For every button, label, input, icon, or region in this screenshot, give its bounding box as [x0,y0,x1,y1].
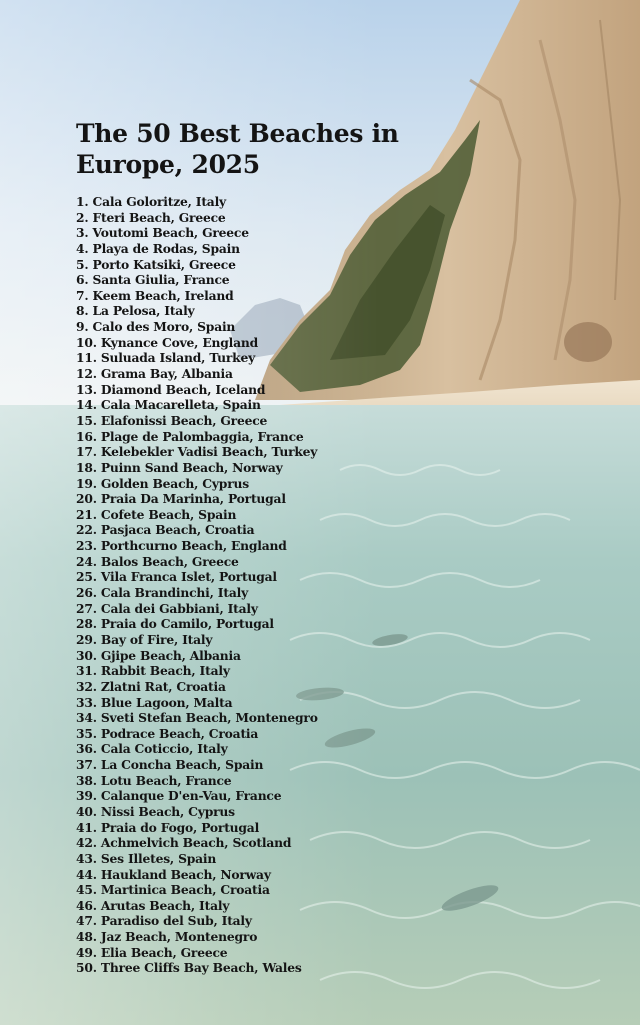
list-item: 42. Achmelvich Beach, Scotland [76,835,292,851]
list-item: 14. Cala Macarelleta, Spain [76,397,261,413]
list-item: 45. Martinica Beach, Croatia [76,882,270,898]
list-item: 8. La Pelosa, Italy [76,303,195,319]
list-item: 43. Ses Illetes, Spain [76,850,217,866]
list-item: 46. Arutas Beach, Italy [76,897,230,913]
list-item: 37. La Concha Beach, Spain [76,757,264,773]
list-item: 29. Bay of Fire, Italy [76,631,213,647]
beach-ranking-list [76,194,376,976]
list-item: 17. Kelebekler Vadisi Beach, Turkey [76,444,318,460]
list-item: 21. Cofete Beach, Spain [76,506,237,522]
list-item: 11. Suluada Island, Turkey [76,350,256,366]
list-item: 25. Vila Franca Islet, Portugal [76,569,277,585]
list-item: 4. Playa de Rodas, Spain [76,240,240,256]
list-item: 20. Praia Da Marinha, Portugal [76,491,286,507]
list-item: 6. Santa Giulia, France [76,272,230,288]
list-item: 39. Calanque D'en-Vau, France [76,788,282,804]
list-item: 12. Grama Bay, Albania [76,366,233,382]
list-item: 3. Voutomi Beach, Greece [76,225,249,241]
list-item: 13. Diamond Beach, Iceland [76,381,266,397]
list-item: 24. Balos Beach, Greece [76,553,239,569]
list-item: 2. Fteri Beach, Greece [76,209,226,225]
list-item: 49. Elia Beach, Greece [76,944,228,960]
list-item: 36. Cala Coticcio, Italy [76,741,228,757]
list-item: 27. Cala dei Gabbiani, Italy [76,600,258,616]
list-item: 19. Golden Beach, Cyprus [76,475,249,491]
list-item: 35. Podrace Beach, Croatia [76,725,259,741]
list-item: 44. Haukland Beach, Norway [76,866,271,882]
list-item: 33. Blue Lagoon, Malta [76,694,233,710]
list-item: 5. Porto Katsiki, Greece [76,256,236,272]
list-item: 47. Paradiso del Sub, Italy [76,913,252,929]
list-item: 7. Keem Beach, Ireland [76,287,234,303]
list-item: 26. Cala Brandinchi, Italy [76,585,249,601]
list-item: 41. Praia do Fogo, Portugal [76,819,260,835]
list-item: 18. Puinn Sand Beach, Norway [76,459,283,475]
list-item: 9. Calo des Moro, Spain [76,319,236,335]
list-item: 23. Porthcurno Beach, England [76,538,287,554]
page-title: The 50 Best Beaches in Europe, 2025 [76,119,399,179]
list-item: 28. Praia do Camilo, Portugal [76,616,274,632]
list-item: 30. Gjipe Beach, Albania [76,647,241,663]
list-item: 34. Sveti Stefan Beach, Montenegro [76,710,318,726]
list-item: 15. Elafonissi Beach, Greece [76,412,268,428]
list-item: 50. Three Cliffs Bay Beach, Wales [76,960,302,976]
list-item: 48. Jaz Beach, Montenegro [76,929,258,945]
list-item: 10. Kynance Cove, England [76,334,259,350]
list-item: 16. Plage de Palombaggia, France [76,428,304,444]
list-item: 38. Lotu Beach, France [76,772,232,788]
list-item: 22. Pasjaca Beach, Croatia [76,522,255,538]
list-item: 31. Rabbit Beach, Italy [76,663,230,679]
list-item: 40. Nissi Beach, Cyprus [76,803,235,819]
list-item: 32. Zlatni Rat, Croatia [76,678,226,694]
list-item: 1. Cala Goloritze, Italy [76,194,226,209]
